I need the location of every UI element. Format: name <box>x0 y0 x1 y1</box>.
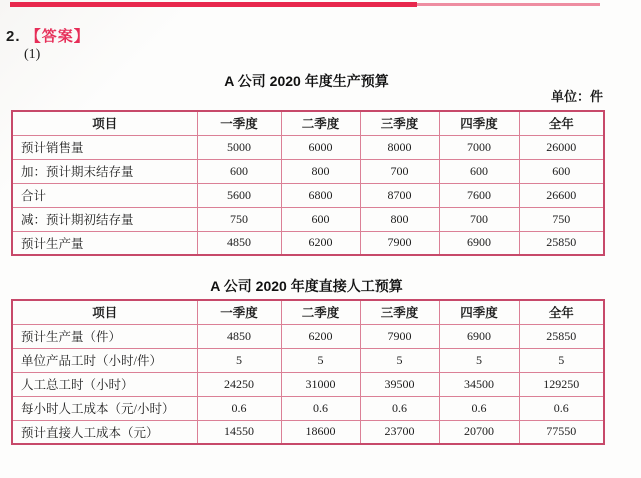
row-label: 减：预计期初结存量 <box>12 207 197 231</box>
value-cell: 750 <box>197 207 281 231</box>
header-cell-q4: 四季度 <box>439 111 519 135</box>
value-cell: 600 <box>439 159 519 183</box>
header-cell-q3: 三季度 <box>360 111 439 135</box>
answer-heading <box>6 25 90 46</box>
value-cell: 25850 <box>519 231 604 255</box>
row-label: 加：预计期末结存量 <box>12 159 197 183</box>
answer-label: 【答案】 <box>25 28 90 45</box>
value-cell: 5000 <box>197 135 281 159</box>
row-label: 单位产品工时（小时/件） <box>12 348 197 372</box>
value-cell: 6000 <box>281 135 360 159</box>
value-cell: 5 <box>360 348 439 372</box>
header-cell-item: 项目 <box>12 300 197 324</box>
value-cell: 0.6 <box>519 396 604 420</box>
header-cell-q1: 一季度 <box>197 300 281 324</box>
value-cell: 0.6 <box>439 396 519 420</box>
row-label: 预计直接人工成本（元） <box>12 420 197 444</box>
table-row <box>12 324 604 348</box>
value-cell: 6900 <box>439 324 519 348</box>
value-cell: 18600 <box>281 420 360 444</box>
value-cell: 129250 <box>519 372 604 396</box>
value-cell: 0.6 <box>360 396 439 420</box>
value-cell: 39500 <box>360 372 439 396</box>
value-cell: 700 <box>439 207 519 231</box>
table-row <box>12 135 604 159</box>
value-cell: 5 <box>519 348 604 372</box>
value-cell: 7900 <box>360 231 439 255</box>
table-row <box>12 396 604 420</box>
value-cell: 4850 <box>197 231 281 255</box>
value-cell: 800 <box>360 207 439 231</box>
value-cell: 700 <box>360 159 439 183</box>
row-label: 预计销售量 <box>12 135 197 159</box>
value-cell: 600 <box>197 159 281 183</box>
header-cell-q2: 二季度 <box>281 111 360 135</box>
header-cell-q3: 三季度 <box>360 300 439 324</box>
value-cell: 4850 <box>197 324 281 348</box>
value-cell: 5 <box>281 348 360 372</box>
table-row <box>12 183 604 207</box>
value-cell: 7000 <box>439 135 519 159</box>
value-cell: 23700 <box>360 420 439 444</box>
header-cell-item: 项目 <box>12 111 197 135</box>
value-cell: 31000 <box>281 372 360 396</box>
value-cell: 26000 <box>519 135 604 159</box>
value-cell: 8700 <box>360 183 439 207</box>
row-label: 每小时人工成本（元/小时） <box>12 396 197 420</box>
value-cell: 34500 <box>439 372 519 396</box>
production-budget-table <box>11 110 605 256</box>
value-cell: 24250 <box>197 372 281 396</box>
header-cell-q2: 二季度 <box>281 300 360 324</box>
production-budget-title: A 公司 2020 年度生产预算 <box>224 73 389 89</box>
value-cell: 6800 <box>281 183 360 207</box>
value-cell: 8000 <box>360 135 439 159</box>
value-cell: 6200 <box>281 231 360 255</box>
value-cell: 26600 <box>519 183 604 207</box>
value-cell: 6200 <box>281 324 360 348</box>
value-cell: 7900 <box>360 324 439 348</box>
value-cell: 5 <box>439 348 519 372</box>
value-cell: 0.6 <box>197 396 281 420</box>
table-header-row <box>12 111 604 135</box>
unit-label: 单位：件 <box>550 89 603 104</box>
value-cell: 14550 <box>197 420 281 444</box>
header-cell-q4: 四季度 <box>439 300 519 324</box>
table-row <box>12 231 604 255</box>
table-header-row <box>12 300 604 324</box>
value-cell: 800 <box>281 159 360 183</box>
value-cell: 600 <box>519 159 604 183</box>
table-row <box>12 420 604 444</box>
header-cell-year: 全年 <box>519 300 604 324</box>
value-cell: 0.6 <box>281 396 360 420</box>
row-label: 人工总工时（小时） <box>12 372 197 396</box>
value-cell: 5 <box>197 348 281 372</box>
labor-budget-title: A 公司 2020 年度直接人工预算 <box>210 278 403 294</box>
top-rule-thick <box>10 2 417 7</box>
value-cell: 25850 <box>519 324 604 348</box>
value-cell: 750 <box>519 207 604 231</box>
part-label: (1) <box>24 47 41 62</box>
direct-labor-budget-table <box>11 299 605 445</box>
value-cell: 7600 <box>439 183 519 207</box>
value-cell: 600 <box>281 207 360 231</box>
row-label: 预计生产量（件） <box>12 324 197 348</box>
table-row <box>12 372 604 396</box>
row-label: 预计生产量 <box>12 231 197 255</box>
value-cell: 6900 <box>439 231 519 255</box>
header-cell-q1: 一季度 <box>197 111 281 135</box>
row-label: 合计 <box>12 183 197 207</box>
header-cell-year: 全年 <box>519 111 604 135</box>
table-row <box>12 207 604 231</box>
table-row <box>12 159 604 183</box>
answer-number: 2. <box>6 28 21 45</box>
value-cell: 5600 <box>197 183 281 207</box>
table-row <box>12 348 604 372</box>
top-rule-thin <box>417 3 600 6</box>
value-cell: 20700 <box>439 420 519 444</box>
value-cell: 77550 <box>519 420 604 444</box>
